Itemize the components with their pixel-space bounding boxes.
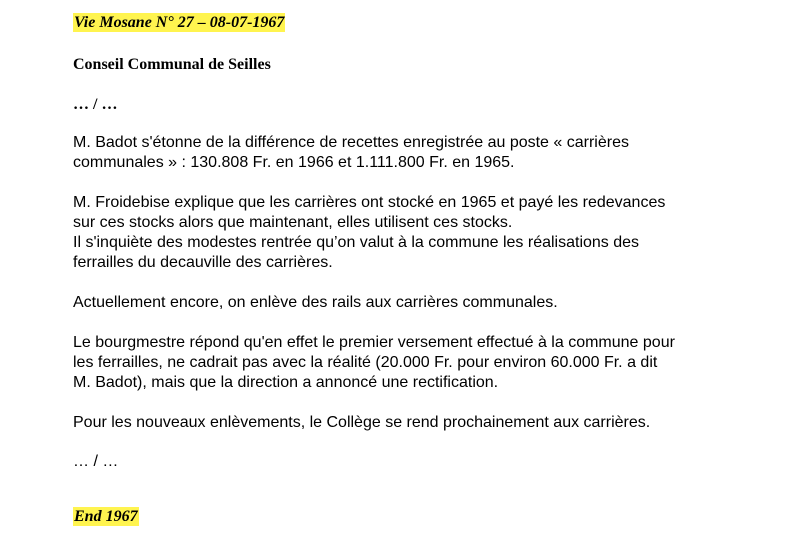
paragraph-block-3 xyxy=(73,293,558,313)
end-label: End 1967 xyxy=(74,508,138,525)
title-block xyxy=(73,56,271,74)
paragraph-block-5 xyxy=(73,413,650,433)
paragraph-block-4 xyxy=(73,333,675,393)
source-label: Vie Mosane N° 27 – 08-07-1967 xyxy=(74,14,285,31)
paragraph-4: Le bourgmestre répond qu'en effet le premier versement effectué à la commune pour les ferrailles, ne cadrait pas avec la réalité (20.000 Fr. pour environ 60.000 Fr. a dit M. Badot), mais que la direction a annoncé une rectification. xyxy=(73,334,675,391)
ellipsis-top: … / … xyxy=(73,96,118,113)
paragraph-2: M. Froidebise explique que les carrières ont stocké en 1965 et payé les redevances sur ces stocks alors que maintenant, elles utilisent ces stocks. Il s'inquiète des modestes rentrée qu’on valut à la commune les réalisations des ferrailles du decauville des carrières. xyxy=(73,194,666,271)
paragraph-3: Actuellement encore, on enlève des rails aux carrières communales. xyxy=(73,294,558,311)
ellipsis-bottom: … / … xyxy=(73,453,119,470)
paragraph-block-2 xyxy=(73,193,665,273)
page-title: Conseil Communal de Seilles xyxy=(73,56,271,73)
paragraph-1: M. Badot s'étonne de la différence de recettes enregistrée au poste « carrières communales » : 130.808 Fr. en 1966 et 1.111.800 Fr. en 1965. xyxy=(73,134,629,171)
paragraph-block-1 xyxy=(73,133,629,173)
ellipsis-bottom-block xyxy=(73,453,118,471)
source-header xyxy=(73,14,285,32)
paragraph-5: Pour les nouveaux enlèvements, le Collège se rend prochainement aux carrières. xyxy=(73,414,651,431)
end-footer xyxy=(73,508,139,526)
ellipsis-top-block xyxy=(73,96,117,114)
